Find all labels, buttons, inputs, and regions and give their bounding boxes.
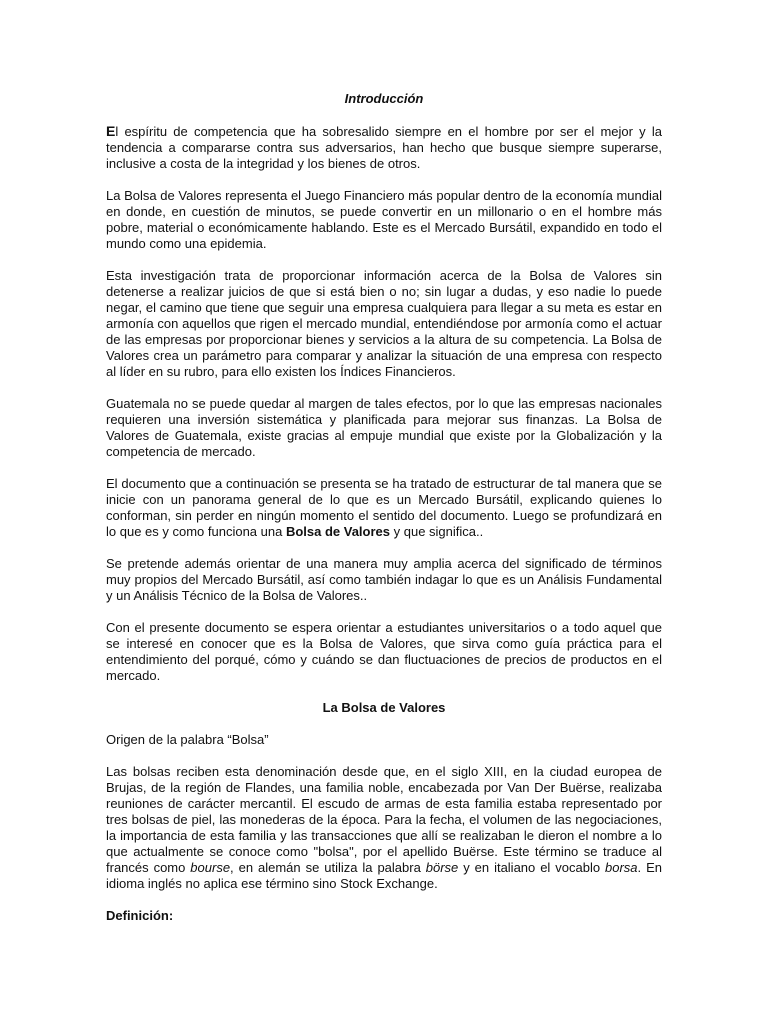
p5-before: El documento que a continuación se presenta se ha tratado de estructurar de tal manera que se inicie con un panorama general de lo que es un Mercado Bursátil, explicando quienes lo conforman, sin perder en ningún momento el sentido del documento. Luego se profundizará en lo que es y como funciona una (106, 476, 662, 539)
paragraph-orientar: Se pretende además orientar de una manera muy amplia acerca del significado de términos muy propios del Mercado Bursátil, así como también indagar lo que es un Análisis Fundamental y un Análisis Técnico de la Bolsa de Valores.. (106, 556, 662, 603)
paragraph-estudiantes: Con el presente documento se espera orientar a estudiantes universitarios o a todo aquel que se interesé en conocer que es la Bolsa de Valores, que sirva como guía práctica para el entendimiento del porqué, cómo y cuándo se dan fluctuaciones de precios de productos en el mercado. (106, 620, 662, 683)
p8-t3: y en italiano el vocablo (458, 860, 605, 875)
paragraph-guatemala: Guatemala no se puede quedar al margen de tales efectos, por lo que las empresas nacionales requieren una inversión sistemática y planificada para mejorar sus finanzas. La Bolsa de Valores de Guatemala, existe gracias al empuje mundial que existe por la Globalización y la competencia de mercado. (106, 396, 662, 459)
paragraph-origen (106, 764, 662, 892)
intro-paragraph (106, 123, 662, 172)
definition-heading: Definición: (106, 908, 174, 923)
p5-bold: Bolsa de Valores (285, 524, 391, 539)
p8-borse: börse (425, 860, 459, 875)
p5-after: y que significa.. (390, 524, 484, 539)
paragraph-investigacion: Esta investigación trata de proporcionar información acerca de la Bolsa de Valores sin detenerse a realizar juicios de que si está bien o no; sin lugar a dudas, y eso nadie lo puede negar, el camino que tiene que seguir una empresa cualquiera para llegar a su meta es estar en armonía con aquellos que rigen el mercado mundial, entendiéndose por armonía como el actuar de las empresas por proporcionar bienes y servicios a la altura de su competencia. La Bolsa de Valores crea un parámetro para comparar y analizar la situación de una empresa con respecto al líder en su rubro, para ello existen los Índices Financieros. (106, 268, 662, 379)
p8-t4: . En idioma inglés no aplica ese término sino Stock Exchange. (106, 860, 662, 891)
drop-cap: E (106, 123, 116, 139)
page-title: Introducción (344, 91, 424, 106)
p8-borsa: borsa (605, 860, 638, 875)
section-title: La Bolsa de Valores (322, 700, 446, 715)
paragraph-documento (106, 476, 662, 540)
intro-text: l espíritu de competencia que ha sobresalido siempre en el hombre por ser el mejor y la tendencia a compararse contra sus adversarios, han hecho que busque siempre superarse, inclusive a costa de la integridad y los bienes de otros. (106, 124, 662, 171)
p8-bourse: bourse (190, 860, 231, 875)
p8-t2: , en alemán se utiliza la palabra (230, 860, 426, 875)
paragraph-bolsa-juego: La Bolsa de Valores representa el Juego Financiero más popular dentro de la economía mundial en donde, en cuestión de minutos, se puede convertir en un millonario o en el hombre más pobre, material o económicamente hablando. Este es el Mercado Bursátil, expandido en todo el mundo como una epidemia. (106, 188, 662, 251)
p8-t1: Las bolsas reciben esta denominación desde que, en el siglo XIII, en la ciudad europea de Brujas, de la región de Flandes, una familia noble, encabezada por Van Der Buërse, realizaba reuniones de carácter mercantil. El escudo de armas de esta familia estaba representado por tres bolsas de piel, las monederas de la época. Para la fecha, el volumen de las negociaciones, la importancia de esta familia y las transacciones que allí se realizaban le dieron el nombre a lo que actualmente se conoce como "bolsa", por el apellido Buërse. Este término se traduce al francés como (106, 764, 662, 875)
origin-label: Origen de la palabra “Bolsa” (106, 732, 269, 747)
